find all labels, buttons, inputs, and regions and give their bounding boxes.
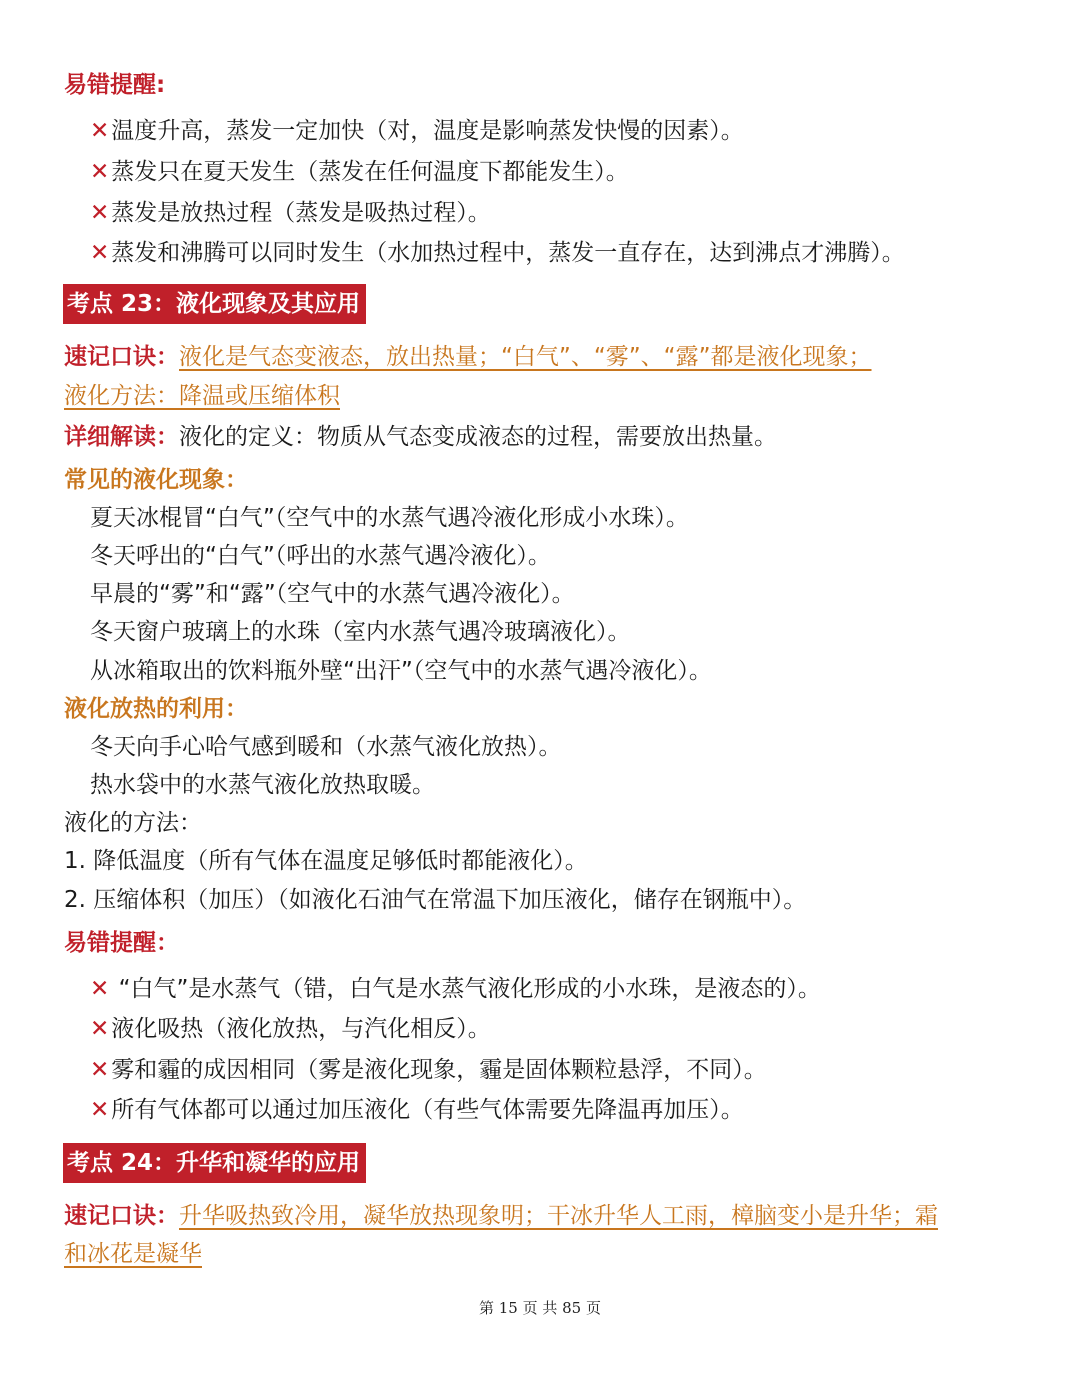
mnemonic-text: 液化是气态变液态，放出热量；“白气”、“雾”、“露”都是液化现象； — [179, 344, 872, 370]
error-item: ✕ “白气”是水蒸气（错，白气是水蒸气液化形成的小水珠，是液态的）。 — [90, 976, 821, 1002]
list-item: 冬天向手心哈气感到暖和（水蒸气液化放热）。 — [90, 734, 562, 760]
heat-use-heading: 液化放热的利用： — [64, 696, 248, 722]
error-item: ✕雾和霾的成因相同（雾是液化现象，霾是固体颗粒悬浮，不同）。 — [90, 1057, 767, 1083]
error-item: ✕温度升高，蒸发一定加快（对，温度是影响蒸发快慢的因素）。 — [90, 118, 744, 144]
mnemonic-label: 速记口诀： — [64, 1203, 179, 1229]
error-item: ✕蒸发是放热过程（蒸发是吸热过程）。 — [90, 200, 491, 226]
error-item: ✕蒸发只在夏天发生（蒸发在任何温度下都能发生）。 — [90, 159, 629, 185]
cross-icon: ✕ — [90, 159, 110, 185]
cross-icon: ✕ — [90, 1016, 110, 1042]
cross-icon: ✕ — [90, 1057, 110, 1083]
cross-icon: ✕ — [90, 200, 110, 226]
mnemonic-label: 速记口诀： — [64, 344, 179, 370]
list-item: 早晨的“雾”和“露”（空气中的水蒸气遇冷液化）。 — [90, 581, 575, 607]
list-item: 夏天冰棍冒“白气”（空气中的水蒸气遇冷液化形成小水珠）。 — [90, 505, 689, 531]
error-reminder-heading: 易错提醒: — [64, 72, 166, 98]
error-item: ✕所有气体都可以通过加压液化（有些气体需要先降温再加压）。 — [90, 1097, 744, 1123]
detail-text: 液化的定义：物质从气态变成液态的过程，需要放出热量。 — [179, 424, 777, 450]
cross-icon: ✕ — [90, 240, 110, 266]
cross-icon: ✕ — [90, 1097, 110, 1123]
method-heading: 液化的方法： — [64, 810, 202, 836]
method-item: 2. 压缩体积（加压）（如液化石油气在常温下加压液化，储存在钢瓶中）。 — [64, 887, 807, 913]
cross-icon: ✕ — [90, 118, 110, 144]
error-item: ✕蒸发和沸腾可以同时发生（水加热过程中，蒸发一直存在，达到沸点才沸腾）。 — [90, 240, 905, 266]
page-number: 第 15 页 共 85 页 — [478, 1299, 601, 1317]
list-item: 热水袋中的水蒸气液化放热取暖。 — [90, 772, 435, 798]
detail-line — [64, 422, 777, 452]
method-item: 1. 降低温度（所有气体在温度足够低时都能液化）。 — [64, 848, 588, 874]
cross-icon: ✕ — [90, 976, 110, 1002]
mnemonic-line — [64, 1201, 938, 1231]
list-item: 冬天窗户玻璃上的水珠（室内水蒸气遇冷玻璃液化）。 — [90, 619, 631, 645]
list-item: 从冰箱取出的饮料瓶外壁“出汗”（空气中的水蒸气遇冷液化）。 — [90, 658, 712, 684]
section-banner-24: 考点 24：升华和凝华的应用 — [63, 1143, 366, 1183]
section-banner-23: 考点 23：液化现象及其应用 — [63, 284, 366, 324]
mnemonic-line — [64, 342, 872, 372]
mnemonic-text-cont: 和冰花是凝华 — [64, 1241, 202, 1267]
common-phenomena-heading: 常见的液化现象： — [64, 467, 248, 493]
error-item: ✕液化吸热（液化放热，与汽化相反）。 — [90, 1016, 491, 1042]
list-item: 冬天呼出的“白气”（呼出的水蒸气遇冷液化）。 — [90, 543, 551, 569]
detail-label: 详细解读： — [64, 424, 179, 450]
mnemonic-text: 升华吸热致冷用，凝华放热现象明；干冰升华人工雨，樟脑变小是升华；霜 — [179, 1203, 938, 1229]
error-reminder-heading: 易错提醒： — [64, 930, 179, 956]
mnemonic-text-cont: 液化方法：降温或压缩体积 — [64, 383, 340, 409]
